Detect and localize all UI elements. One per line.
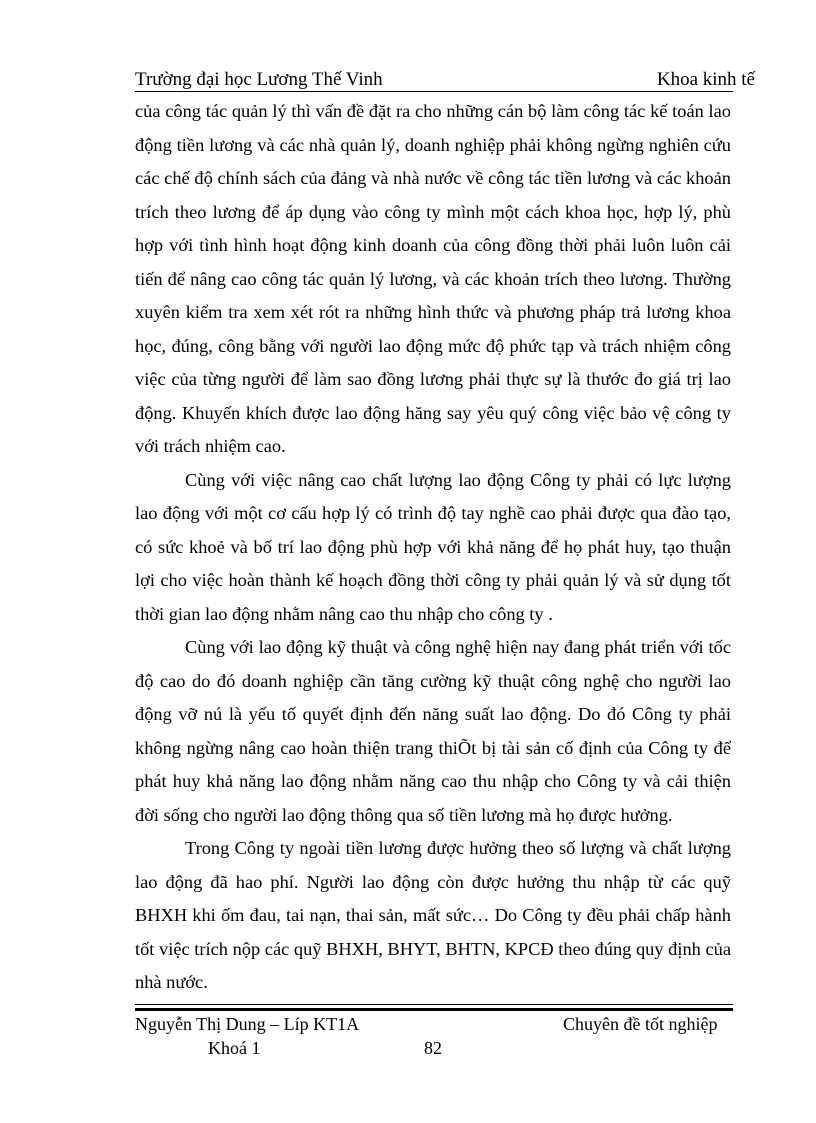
paragraph-2: Cùng với việc nâng cao chất lượng lao động Công ty phải có lực lượng lao động với một cơ cấu hợp lý có trình độ tay nghề cao phải được qua đào tạo, có sức khoẻ và bố trí lao động phù hợp với khả năng để họ phát huy, tạo thuận lợi cho việc hoàn thành kế hoạch đồng thời công ty phải quản lý và sử dụng tốt thời gian lao động nhằm nâng cao thu nhập cho công ty . [135, 469, 731, 624]
footer-author: Nguyễn Thị Dung – Líp KT1A [135, 1014, 360, 1034]
paragraph-3: Cùng với lao động kỹ thuật và công nghệ hiện nay đang phát triển với tốc độ cao do đó doanh nghiệp cần tăng cường kỹ thuật công nghệ cho người lao động vỡ nú là yếu tố quyết định đến năng suất lao động. Do đó Công ty phải không ngừng nâng cao hoàn thiện trang thiÕt bị tài sản cố định của Công ty để phát huy khả năng lao động nhằm năng cao thu nhập cho Công ty và cải thiện đời sống cho người lao động thông qua số tiền lương mà họ được hưởng. [135, 637, 731, 825]
header-divider [135, 91, 733, 92]
footer-course: Khoá 1 [208, 1038, 261, 1058]
body-text [135, 95, 731, 1000]
page-header [135, 66, 755, 94]
header-faculty: Khoa kinh tế [656, 69, 755, 90]
paragraph-1: của công tác quản lý thì vấn đề đặt ra cho những cán bộ làm công tác kế toán lao động tiền lương và các nhà quản lý, doanh nghiệp phải không ngừng nghiên cứu các chế độ chính sách của đảng và nhà nước về công tác tiền lương và các khoản trích theo lương để áp dụng vào công ty mình một cách khoa học, hợp lý, phù hợp với tình hình hoạt động kinh doanh của công đồng thời phải luôn luôn cải tiến để nâng cao công tác quản lý lương, và các khoản trích theo lương. Thường xuyên kiểm tra xem xét rót ra những hình thức và phương pháp trả lương khoa học, đúng, công bằng với người lao động mức độ phức tạp và trách nhiệm công việc của từng người để làm sao đồng lương phải thực sự là thước đo giá trị lao động. Khuyến khích được lao động hăng say yêu quý công việc bảo vệ công ty với trách nhiệm cao. [135, 101, 731, 456]
paragraph-4: Trong Công ty ngoài tiền lương được hưởng theo số lượng và chất lượng lao động đã hao phí. Người lao động còn được hưởng thu nhập từ các quỹ BHXH khi ốm đau, tai nạn, thai sản, mất sức… Do Công ty đều phải chấp hành tốt việc trích nộp các quỹ BHXH, BHYT, BHTN, KPCĐ theo đúng quy định của nhà nước. [135, 838, 731, 992]
page-number: 82 [424, 1038, 442, 1058]
footer-title: Chuyên đề tốt nghiệp [563, 1014, 718, 1034]
footer-divider-thin [135, 1004, 733, 1005]
footer-divider-thick [135, 1008, 733, 1011]
header-university: Trường đại học Lương Thế Vinh [135, 69, 383, 90]
